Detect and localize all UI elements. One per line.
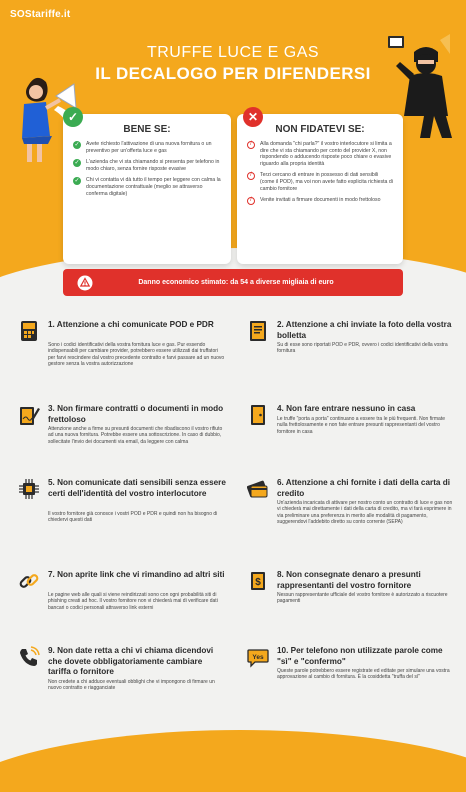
- bill-icon: [247, 320, 269, 342]
- tip-title: 1. Attenzione a chi comunicate POD e PDR: [48, 320, 214, 329]
- title-line-1: TRUFFE LUCE E GAS: [146, 44, 320, 61]
- card-icon: [247, 478, 269, 500]
- good-if-card: [63, 110, 231, 264]
- prohibited-icon: /: [247, 141, 255, 149]
- meter-icon: [18, 320, 40, 342]
- tip-body: Attenzione anche a firme su presunti documenti che ribadiscono il vostro rifiuto ad una nuova fornitura. Potrebbe essere una sottoscrizione. In caso di dubbio, sollecitate l'invio dei documenti via email, da leggere con calma: [48, 426, 223, 445]
- bad-card-item: [247, 141, 393, 167]
- do-not-trust-card: [237, 110, 403, 264]
- tip-title: 7. Non aprite link che vi rimandino ad altri siti: [48, 570, 225, 579]
- prohibited-icon: /: [247, 172, 255, 180]
- bad-card-item-text: Terzi cercano di entrare in possesso di dati sensibili (come il POD), ma voi non avete fatto esplicita richiesta di cambio fornitore: [260, 172, 393, 192]
- bad-card-title: NON FIDATEVI SE:: [275, 124, 365, 135]
- damage-estimate-bar: [63, 269, 403, 296]
- tip-title: 9. Non date retta a chi vi chiama dicendovi che dovete obbligatoriamente cambiare tariffa o fornitore: [48, 646, 214, 676]
- check-bullet-icon: ✓: [74, 142, 80, 148]
- tip-title: 10. Per telefono non utilizzate parole come "sì" e "confermo": [277, 646, 443, 666]
- prohibited-icon: /: [247, 197, 255, 205]
- tip-body: Su di esse sono riportati POD e PDR, ovvero i codici identificativi della vostra fornitura: [277, 342, 448, 355]
- tip-title: 8. Non consegnate denaro a presunti rappresentanti del vostro fornitore: [277, 570, 421, 590]
- tip-body: Non credete a chi adduce eventuali obblighi che vi impongono di firmare un nuovo contratto e riagganciate: [48, 679, 215, 692]
- door-icon: [247, 404, 269, 426]
- tip-title: 3. Non firmare contratti o documenti in modo frettoloso: [48, 404, 224, 424]
- good-card-item: [73, 141, 221, 154]
- tip-body: Le pagine web alle quali si viene reindirizzati sono con ogni probabilità siti di phishing creati ad hoc. Il vostro fornitore non vi chiederà mai di verificare dati bancari o codici personali attraverso link esterni: [48, 592, 218, 611]
- title-line-2: IL DECALOGO PER DIFENDERSI: [95, 64, 371, 83]
- chip-icon: [18, 478, 40, 500]
- tip-title: 4. Non fare entrare nessuno in casa: [277, 404, 416, 413]
- tip-body: Un'azienda incaricata di attivare per nostro conto un contratto di luce e gas non vi chiederà mai direttamente i dati della carta di credito, ma vi farà esprimere in via preliminare una preferenza in merito alle modalità di pagamento, suggerendovi l'addebito diretto su conto corrente (SEPA): [277, 500, 453, 526]
- svg-text:Yes: Yes: [252, 654, 264, 661]
- bad-card-item: [247, 172, 393, 192]
- good-card-item: [73, 177, 221, 197]
- bad-card-item-text: Venite invitati a firmare documenti in modo frettoloso: [260, 197, 381, 204]
- good-card-item-text: L'azienda che vi sta chiamando si presenta per telefono in modo chiaro, senza fornire risposte evasive: [86, 159, 220, 172]
- good-card-item-text: Chi vi contatta vi dà tutto il tempo per leggere con calma la documentazione contrattuale (meglio se attraverso conferma digitale): [86, 177, 221, 197]
- good-card-title: BENE SE:: [123, 124, 171, 135]
- yes-bubble-icon: [247, 646, 269, 668]
- brand-logo[interactable]: SOStariffe.it: [10, 9, 71, 20]
- good-card-item-text: Avete richiesto l'attivazione di una nuova fornitura o un preventivo per un'offerta luce e gas: [86, 141, 212, 154]
- signature-icon: [18, 404, 40, 426]
- good-card-item: [73, 159, 221, 172]
- check-bullet-icon: ✓: [74, 178, 80, 185]
- footer-orange-wave: [0, 730, 466, 792]
- tip-body: Nessun rappresentante ufficiale del vostro fornitore è autorizzato a riscuotere pagamenti: [277, 592, 448, 605]
- tip-body: Sono i codici identificativi della vostra fornitura luce e gas. Pur essendo indispensabili per cambiare provider, potrebbero essere utilizzati dai truffatori per farvi rescindere dal vostro precedente contratto e farvi passare ad un nuovo gestore senza la vostra autorizzazione: [48, 342, 225, 368]
- damage-estimate-text: Danno economico stimato: da 54 a diverse migliaia di euro: [138, 279, 334, 286]
- money-icon: [247, 570, 269, 592]
- tip-title: 2. Attenzione a chi inviate la foto della vostra bolletta: [277, 320, 452, 340]
- tip-body: Queste parole potrebbero essere registrate ed editate per simulare una vostra approvazione al cambio di fornitura. È la cosiddetta "truffa del sì": [277, 668, 450, 681]
- svg-text:$: $: [255, 577, 261, 588]
- check-icon: ✓: [63, 107, 83, 127]
- bad-card-item: [247, 197, 393, 205]
- tip-title: 6. Attenzione a chi fornite i dati della carta di credito: [277, 478, 451, 498]
- warning-icon: [77, 275, 93, 291]
- check-bullet-icon: ✓: [74, 160, 80, 167]
- tip-title: 5. Non comunicate dati sensibili senza essere certi dell'identità del vostro interlocutore: [48, 478, 226, 498]
- bad-card-item-text: Alla domanda "chi parla?" il vostro interlocutore si limita a dire che vi sta chiamando per conto del provider X, non rispondendo o adducendo risposte poco chiare o evasive riguardo alla propria identità: [260, 141, 392, 167]
- cross-icon: ✕: [243, 107, 263, 127]
- tip-body: Il vostro fornitore già conosce i vostri POD e PDR e quindi non ha bisogno di chiedervi questi dati: [48, 511, 218, 524]
- link-icon: [18, 570, 40, 592]
- footer-wave: [0, 700, 466, 792]
- phone-icon: [18, 646, 40, 668]
- tip-body: Le truffe "porta a porta" continuano a essere tra le più frequenti. Non firmate nulla frettolosamente e non fate entrare presunti rappresentanti del vostro fornitore in casa: [277, 416, 446, 435]
